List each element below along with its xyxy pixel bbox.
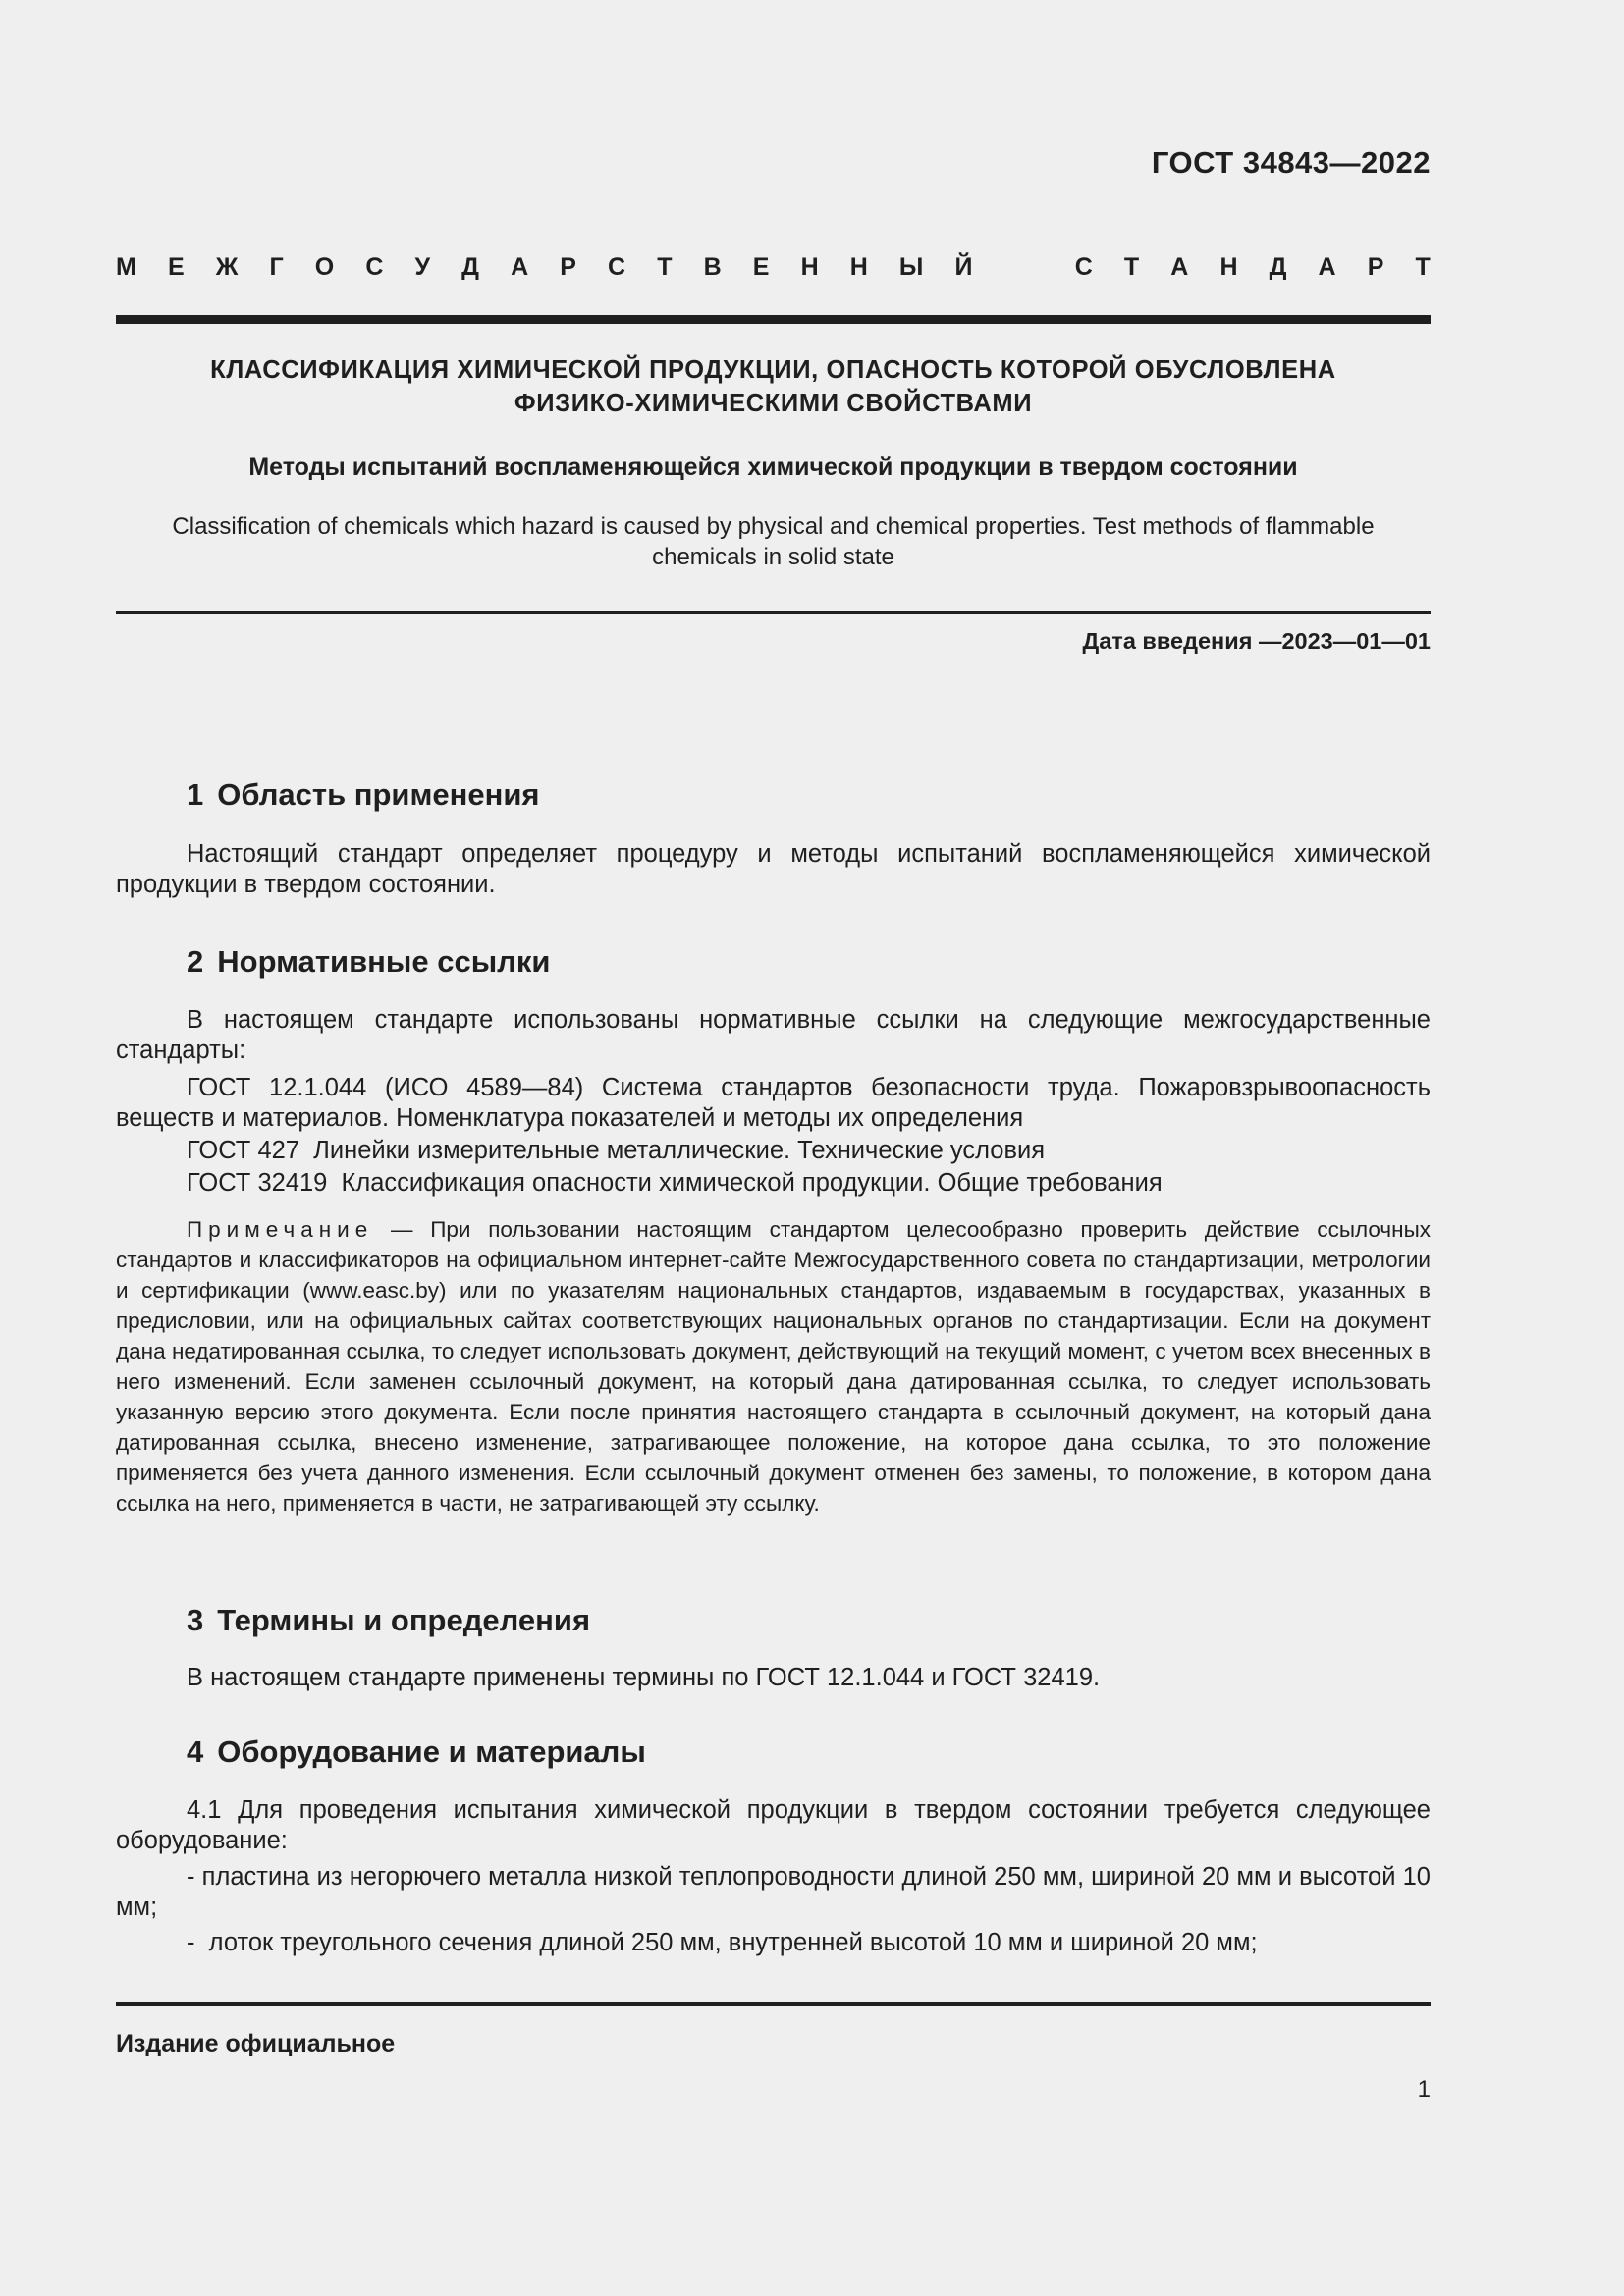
banner-letter: Й [954,253,973,281]
english-title-line-1: Classification of chemicals which hazard is caused by physical and chemical properties. Test methods of flammable [172,513,1375,540]
section-1-text: Настоящий стандарт определяет процедуру и методы испытаний воспламеняющейся химической продукции в твердом состоянии. [116,840,1431,898]
edition-label: Издание официальное [116,2030,396,2057]
banner-letter: Е [752,253,770,281]
banner-letter: Т [1415,253,1431,281]
section-2-text: В настоящем стандарте использованы нормативные ссылки на следующие межгосударственные стандарты: [116,1006,1431,1064]
section-title: Термины и определения [217,1603,591,1637]
section-3-text: В настоящем стандарте применены термины по ГОСТ 12.1.044 и ГОСТ 32419. [187,1664,1101,1691]
document-subtitle: Методы испытаний воспламеняющейся химической продукции в твердом состоянии [248,454,1298,481]
section-number: 4 [187,1735,204,1769]
section-4-text: 4.1 Для проведения испытания химической продукции в твердом состоянии требуется следующее оборудование: [116,1796,1431,1854]
footer-rule [116,2002,1431,2006]
banner-letter: Р [1367,253,1384,281]
reference-item: ГОСТ 32419 Классификация опасности химической продукции. Общие требования [187,1169,1163,1197]
banner-letter: Ж [215,253,239,281]
standard-type-banner [116,253,1431,282]
document-code: ГОСТ 34843—2022 [1151,145,1431,180]
note-label: Примечание [187,1217,374,1242]
banner-letter: Н [800,253,819,281]
section-number: 2 [187,944,204,979]
banner-letter: У [414,253,431,281]
title-line-2: ФИЗИКО-ХИМИЧЕСКИМИ СВОЙСТВАМИ [514,390,1033,417]
banner-letter: Д [1269,253,1287,281]
section-number: 3 [187,1603,204,1637]
banner-letter: О [314,253,335,281]
introduction-date: Дата введения —2023—01—01 [1082,628,1431,654]
reference-item: ГОСТ 427 Линейки измерительные металлические. Технические условия [187,1137,1046,1164]
english-title-line-2: chemicals in solid state [652,544,894,570]
equipment-item: - пластина из негорючего металла низкой теплопроводности длиной 250 мм, шириной 20 мм и высотой 10 мм; [116,1863,1431,1921]
equipment-item: - лоток треугольного сечения длиной 250 мм, внутренней высотой 10 мм и шириной 20 мм; [187,1929,1258,1956]
english-title [116,511,1431,572]
title-line-1: КЛАССИФИКАЦИЯ ХИМИЧЕСКОЙ ПРОДУКЦИИ, ОПАСНОСТЬ КОТОРОЙ ОБУСЛОВЛЕНА [210,356,1336,384]
title-rule [116,611,1431,614]
banner-letter: М [116,253,136,281]
banner-letter: Д [461,253,479,281]
banner-letter: С [608,253,626,281]
banner-letter: В [703,253,722,281]
section-4-heading [187,1735,646,1770]
section-title: Область применения [217,777,540,812]
banner-letter: А [1170,253,1189,281]
section-1-heading [187,777,540,813]
banner-letter: Ы [898,253,924,281]
banner-letter: А [511,253,529,281]
banner-letter: Т [657,253,673,281]
banner-letter: Е [167,253,185,281]
reference-item: ГОСТ 12.1.044 (ИСО 4589—84) Система стандартов безопасности труда. Пожаровзрывоопасность веществ и материалов. Номенклатура показателей и методы их определения [116,1074,1431,1132]
section-title: Оборудование и материалы [217,1735,646,1769]
banner-letter: Р [560,253,576,281]
banner-letter: А [1318,253,1336,281]
banner-letter: Г [269,253,284,281]
section-title: Нормативные ссылки [217,944,551,979]
page-number: 1 [1417,2076,1431,2103]
header-rule [116,315,1431,324]
section-number: 1 [187,777,204,812]
section-2-heading [187,944,550,980]
banner-letter: С [1074,253,1093,281]
banner-letter: Н [1219,253,1238,281]
section-2-note [116,1214,1431,1519]
note-text: — При пользовании настоящим стандартом целесообразно проверить действие ссылочных стандартов и классификаторов на официальном интернет-сайте Межгосударственного совета по стандартизации, метрологии и сертификации (www.easc.by) или по указателям национальных стандартов, издаваемым в государствах, указанных в предисловии, или на официальных сайтах соответствующих национальных органов по стандартизации. Если на документ дана недатированная ссылка, то следует использовать документ, действующий на текущий момент, с учетом всех внесенных в него изменений. Если заменен ссылочный документ, на который дана датированная ссылка, то следует использовать указанную версию этого документа. Если после принятия настоящего стандарта в ссылочный документ, на который дана датированная ссылка, внесено изменение, затрагивающее положение, на которое дана ссылка, то это положение применяется без учета данного изменения. Если ссылочный документ отменен без замены, то положение, в котором дана ссылка на него, применяется в части, не затрагивающей эту ссылку. [116,1217,1431,1516]
banner-letter: Т [1123,253,1140,281]
banner-letter: Н [849,253,868,281]
section-3-heading [187,1603,590,1638]
document-title [116,353,1431,420]
banner-letter: С [365,253,384,281]
